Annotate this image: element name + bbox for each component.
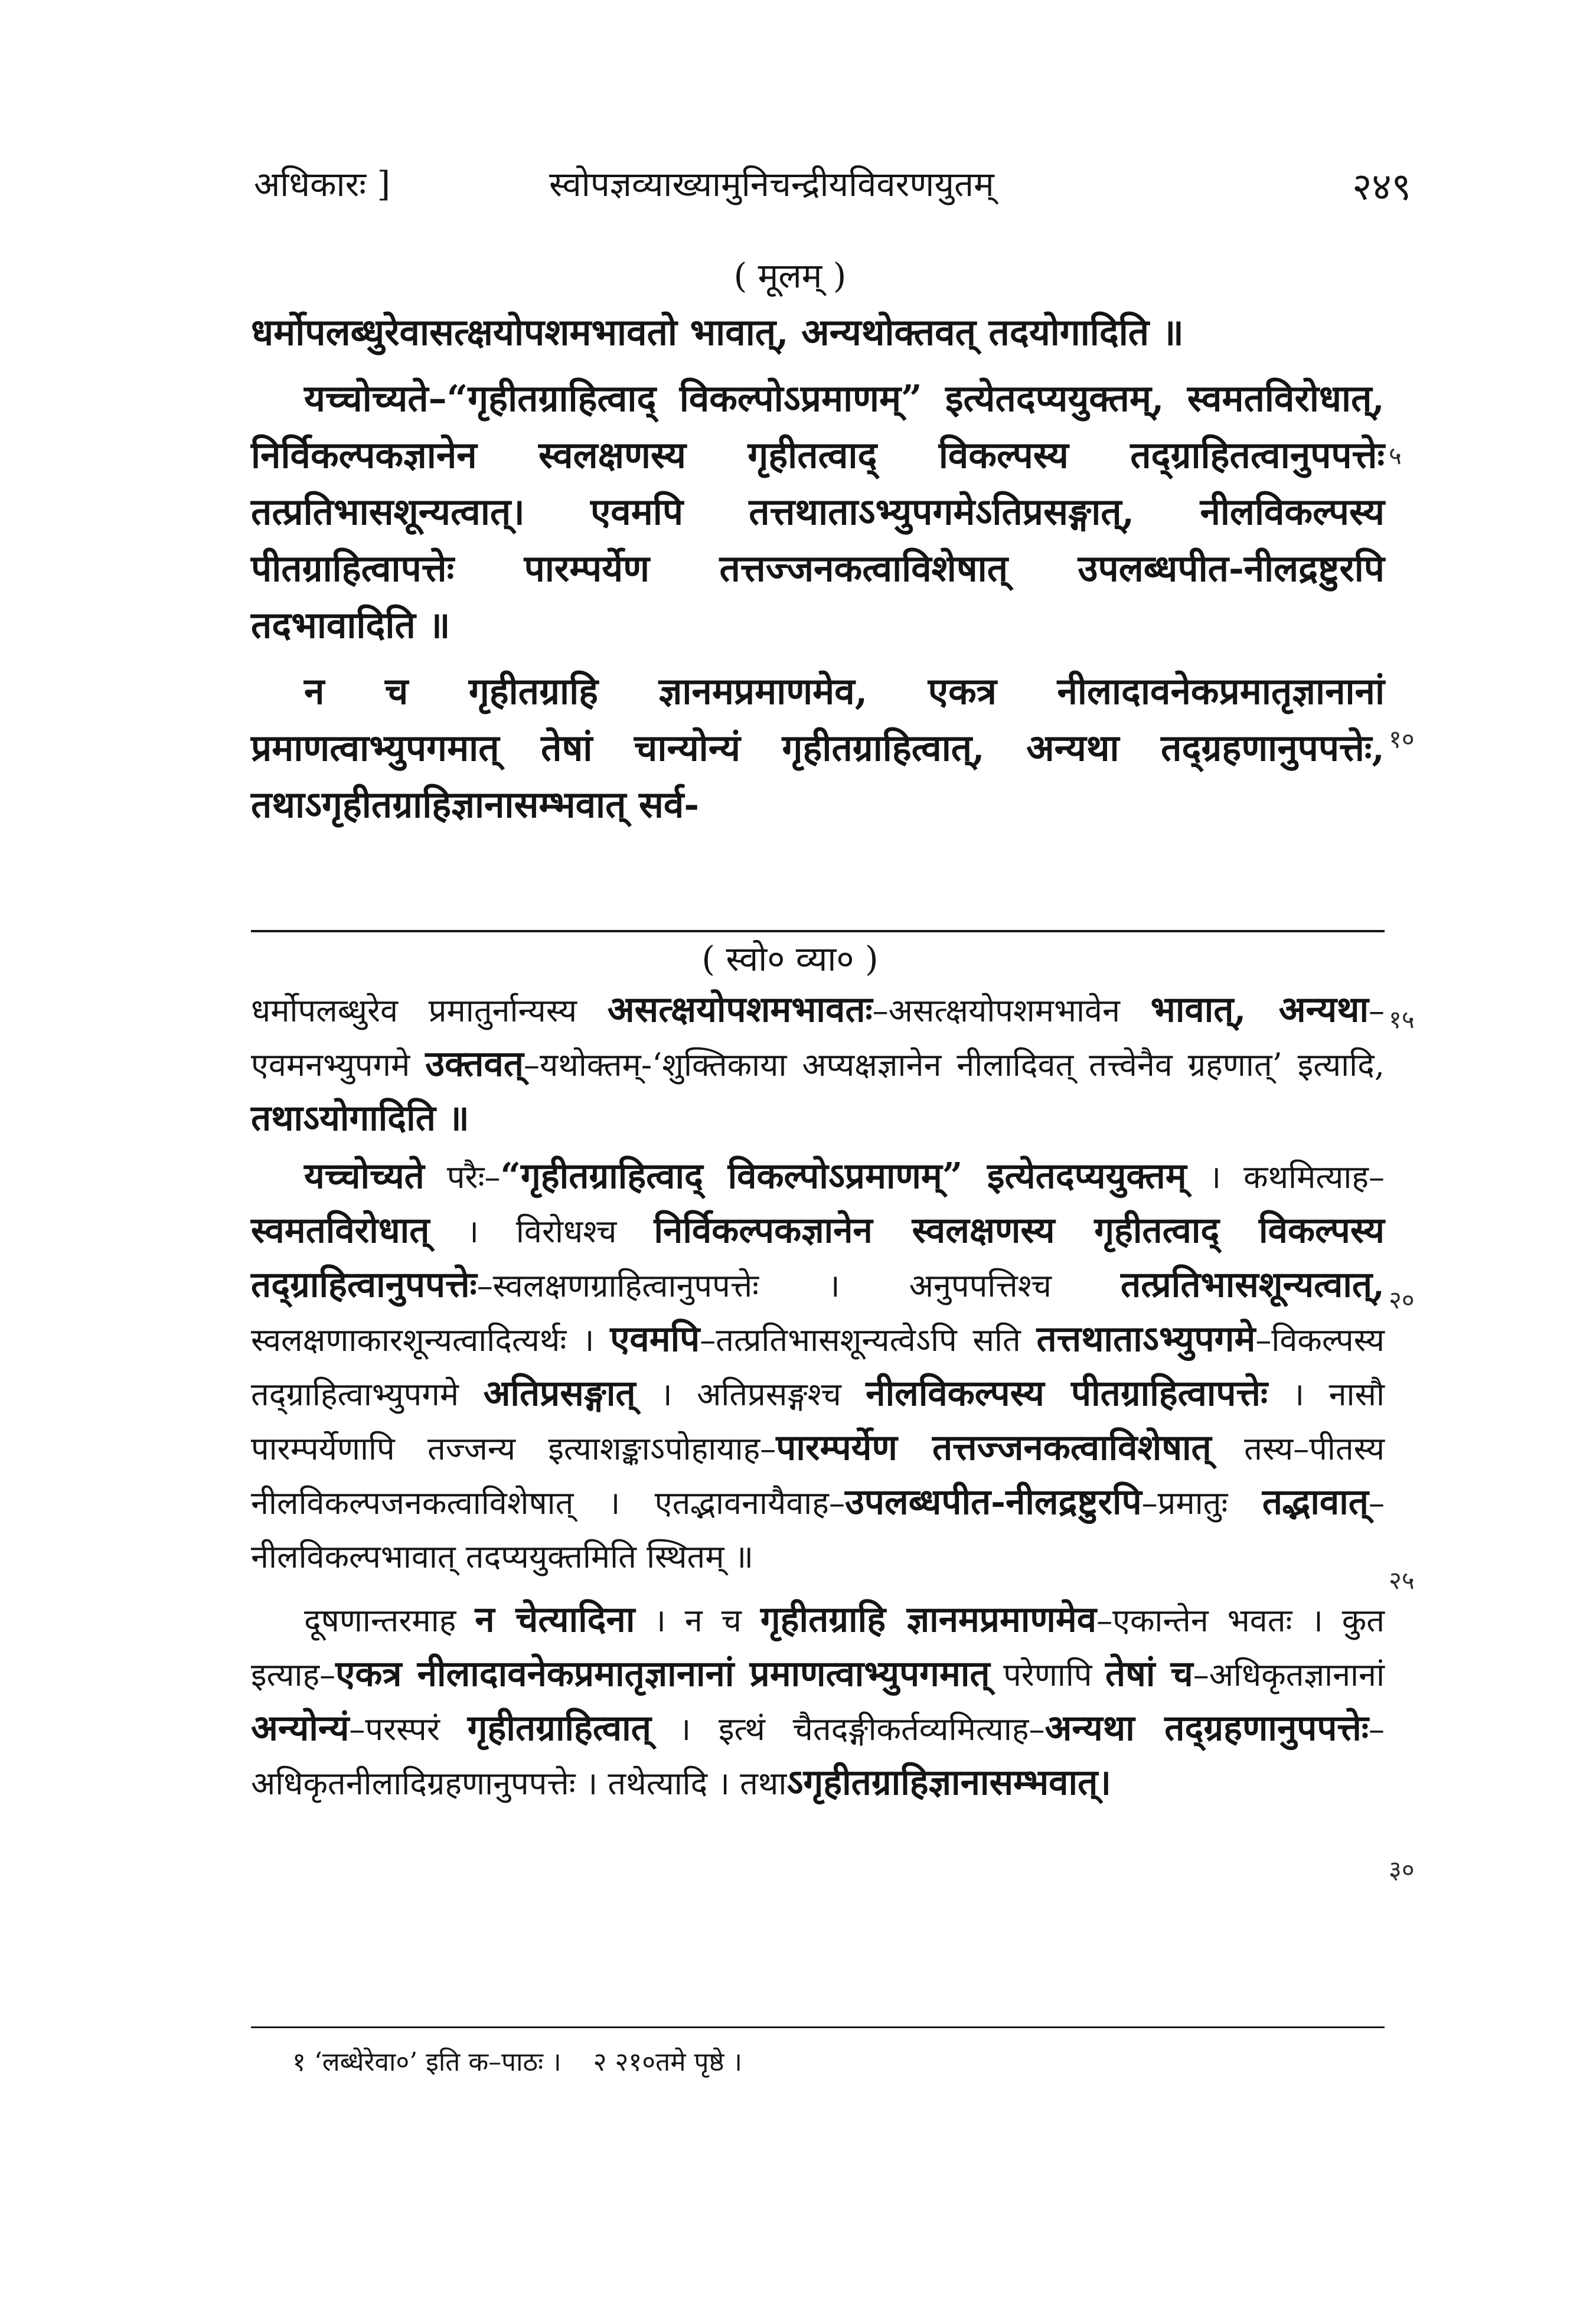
mula-paragraph: धर्मोपलब्धुरेवासत्क्षयोपशमभावतो भावात्, अन्यथोक्तवत् तदयोगादिति ॥ bbox=[251, 311, 1184, 354]
text-run: । न च bbox=[654, 1602, 742, 1639]
text-run: तस्य–पीतस्य नीलविकल्पजनकत्वाविशेषात् । एतद्भावनायैवाह– bbox=[251, 1430, 1385, 1522]
text-run: –नीलविकल्पभावात् तदप्ययुक्तमिति स्थितम् ॥ bbox=[251, 1484, 1385, 1575]
lemma: गृहीतग्राहि ज्ञानमप्रमाणमेव bbox=[760, 1599, 1097, 1640]
lemma: नीलविकल्पस्य पीतग्राहित्वापत्तेः bbox=[866, 1373, 1268, 1414]
text-run: । तथेत्यादि । तथा bbox=[585, 1765, 787, 1802]
text-run: –यथोक्तम्-‘शुक्तिकाया अप्यक्षज्ञानेन नीलादिवत् तत्त्वेनैव ग्रहणात्’ इत्यादि, bbox=[524, 1046, 1385, 1083]
header-chapter: अधिकारः ] bbox=[254, 164, 391, 204]
lemma: स्वमतविरोधात् bbox=[251, 1210, 430, 1251]
mula-paragraph: न च गृहीतग्राहि ज्ञानमप्रमाणमेव, एकत्र नीलादावनेकप्रमातृज्ञानानां प्रमाणत्वाभ्युपगमात् तेषां चान्योन्यं गृहीतग्राहित्वात्, अन्यथा तद्ग्रहणानुपपत्तेः, तथाऽगृहीतग्राहिज्ञानासम्भवात् सर्व- bbox=[251, 670, 1385, 826]
line-number: १५ bbox=[1389, 1005, 1415, 1034]
text-run: । विरोधश्च bbox=[466, 1213, 617, 1250]
mula-heading: ( मूलम् ) bbox=[733, 256, 847, 296]
lemma: अतिप्रसङ्गात् bbox=[483, 1373, 636, 1414]
vyakhya-text bbox=[251, 983, 1385, 1810]
lemma: पारम्पर्येण तत्तज्जनकत्वाविशेषात् bbox=[776, 1427, 1212, 1468]
vyakhya-heading: ( स्वो० व्या० ) bbox=[701, 939, 879, 979]
text-run: परेणापि bbox=[1003, 1656, 1092, 1693]
text-run: –एकान्तेन भवतः । कुत इत्याह– bbox=[251, 1602, 1385, 1693]
vyakhya-paragraph bbox=[251, 983, 1385, 1146]
footnote-divider bbox=[251, 2026, 1385, 2028]
text-run: स्वलक्षणाकारशून्यत्वादित्यर्थः । bbox=[251, 1321, 595, 1359]
header-title: स्वोपज्ञव्याख्यामुनिचन्द्रीयविवरणयुतम् bbox=[549, 164, 994, 204]
line-number: २५ bbox=[1389, 1566, 1415, 1595]
lemma: अन्यथा तद्ग्रहणानुपपत्तेः bbox=[1044, 1708, 1369, 1749]
text-run: –परस्परं bbox=[349, 1711, 440, 1748]
footnote-2: २ २१०तमे पृष्ठे । bbox=[593, 2047, 743, 2077]
line-number: ३० bbox=[1389, 1855, 1415, 1884]
mula-paragraph: यच्चोच्यते–“गृहीतग्राहित्वाद् विकल्पोऽप्रमाणम्” इत्येतदप्ययुक्तम्, स्वमतविरोधात्, निर्विकल्पकज्ञानेन स्वलक्षणस्य गृहीतत्वाद् विकल्पस्य तद्ग्राहितत्वानुपपत्तेः तत्प्रतिभासशून्यत्वात्। एवमपि तत्तथाताऽभ्युपगमेऽतिप्रसङ्गात्, नीलविकल्पस्य पीतग्राहित्वापत्तेः पारम्पर्येण तत्तज्जनकत्वाविशेषात् उपलब्धपीत-नीलद्रष्टुरपि तदभावादिति ॥ bbox=[251, 377, 1385, 647]
text-run: –अधिकृतनीलादिग्रहणानुपपत्तेः bbox=[251, 1711, 1385, 1802]
lemma: तत्तथाताऽभ्युपगमे bbox=[1036, 1318, 1256, 1360]
mula-text bbox=[251, 304, 1385, 833]
footnotes bbox=[292, 2043, 766, 2078]
text-run: –असत्क्षयोपशमभावेन bbox=[872, 992, 1120, 1029]
lemma: गृहीतग्राहित्वात् bbox=[467, 1708, 651, 1749]
text-run: । इत्थं चैतदङ्गीकर्तव्यमित्याह– bbox=[678, 1711, 1045, 1748]
text-run: । कथमित्याह– bbox=[1209, 1158, 1385, 1196]
lemma: न चेत्यादिना bbox=[475, 1599, 635, 1640]
text-run: –अधिकृतज्ञानानां bbox=[1193, 1656, 1385, 1693]
text-run: धर्मोपलब्धुरेव प्रमातुर्नान्यस्य bbox=[251, 992, 577, 1029]
text-run: परैः– bbox=[446, 1158, 501, 1196]
lemma: तथाऽयोगादिति ॥ bbox=[251, 1098, 469, 1139]
lemma: तद्भावात् bbox=[1262, 1481, 1369, 1523]
lemma: ऽगृहीतग्राहिज्ञानासम्भवात्। bbox=[786, 1762, 1112, 1803]
lemma: उपलब्धपीत-नीलद्रष्टुरपि bbox=[844, 1481, 1142, 1523]
lemma: निर्विकल्पकज्ञानेन स्वलक्षणस्य गृहीतत्वाद् विकल्पस्य तद्ग्राहित्वानुपपत्तेः bbox=[251, 1210, 1385, 1305]
lemma: असत्क्षयोपशमभावतः bbox=[607, 989, 873, 1030]
text-run: –एवमनभ्युपगमे bbox=[251, 992, 1385, 1083]
lemma: तत्प्रतिभासशून्यत्वात्, bbox=[1121, 1264, 1385, 1305]
text-run: –विकल्पस्य तद्ग्राहित्वाभ्युपगमे bbox=[251, 1321, 1385, 1413]
lemma: एवमपि bbox=[610, 1318, 700, 1360]
footnote-1: १ ‘लब्धेरेवा०’ इति क–पाठः । bbox=[292, 2047, 562, 2077]
lemma: उक्तवत् bbox=[425, 1043, 524, 1085]
section-divider bbox=[251, 930, 1385, 932]
text-run: –स्वलक्षणग्राहित्वानुपपत्तेः । अनुपपत्तिश्च bbox=[476, 1267, 1052, 1304]
lemma: तेषां च bbox=[1105, 1653, 1193, 1695]
lemma: यच्चोच्यते bbox=[304, 1156, 425, 1197]
vyakhya-paragraph bbox=[251, 1150, 1385, 1584]
lemma: भावात्, अन्यथा bbox=[1150, 989, 1369, 1030]
text-run: –प्रमातुः bbox=[1141, 1484, 1228, 1522]
line-number: १० bbox=[1389, 724, 1415, 753]
lemma: एकत्र नीलादावनेकप्रमातृज्ञानानां प्रमाणत्वाभ्युपगमात् bbox=[335, 1653, 990, 1695]
lemma: अन्योन्यं bbox=[251, 1708, 350, 1749]
line-number: २० bbox=[1389, 1285, 1415, 1314]
text-run: । अतिप्रसङ्गश्च bbox=[660, 1376, 841, 1413]
vyakhya-paragraph bbox=[251, 1593, 1385, 1810]
running-header bbox=[254, 159, 1411, 213]
lemma: “गृहीतग्राहित्वाद् विकल्पोऽप्रमाणम्” इत्येतदप्ययुक्तम् bbox=[500, 1156, 1187, 1197]
line-number: ५ bbox=[1389, 441, 1402, 470]
page-number: २४९ bbox=[1352, 165, 1411, 209]
text-run: दूषणान्तरमाह bbox=[304, 1602, 456, 1639]
text-run: –तत्प्रतिभासशून्यत्वेऽपि सति bbox=[700, 1321, 1021, 1359]
text-run: । नासौ पारम्पर्येणापि तज्जन्य इत्याशङ्काऽपोहायाह– bbox=[251, 1376, 1385, 1467]
